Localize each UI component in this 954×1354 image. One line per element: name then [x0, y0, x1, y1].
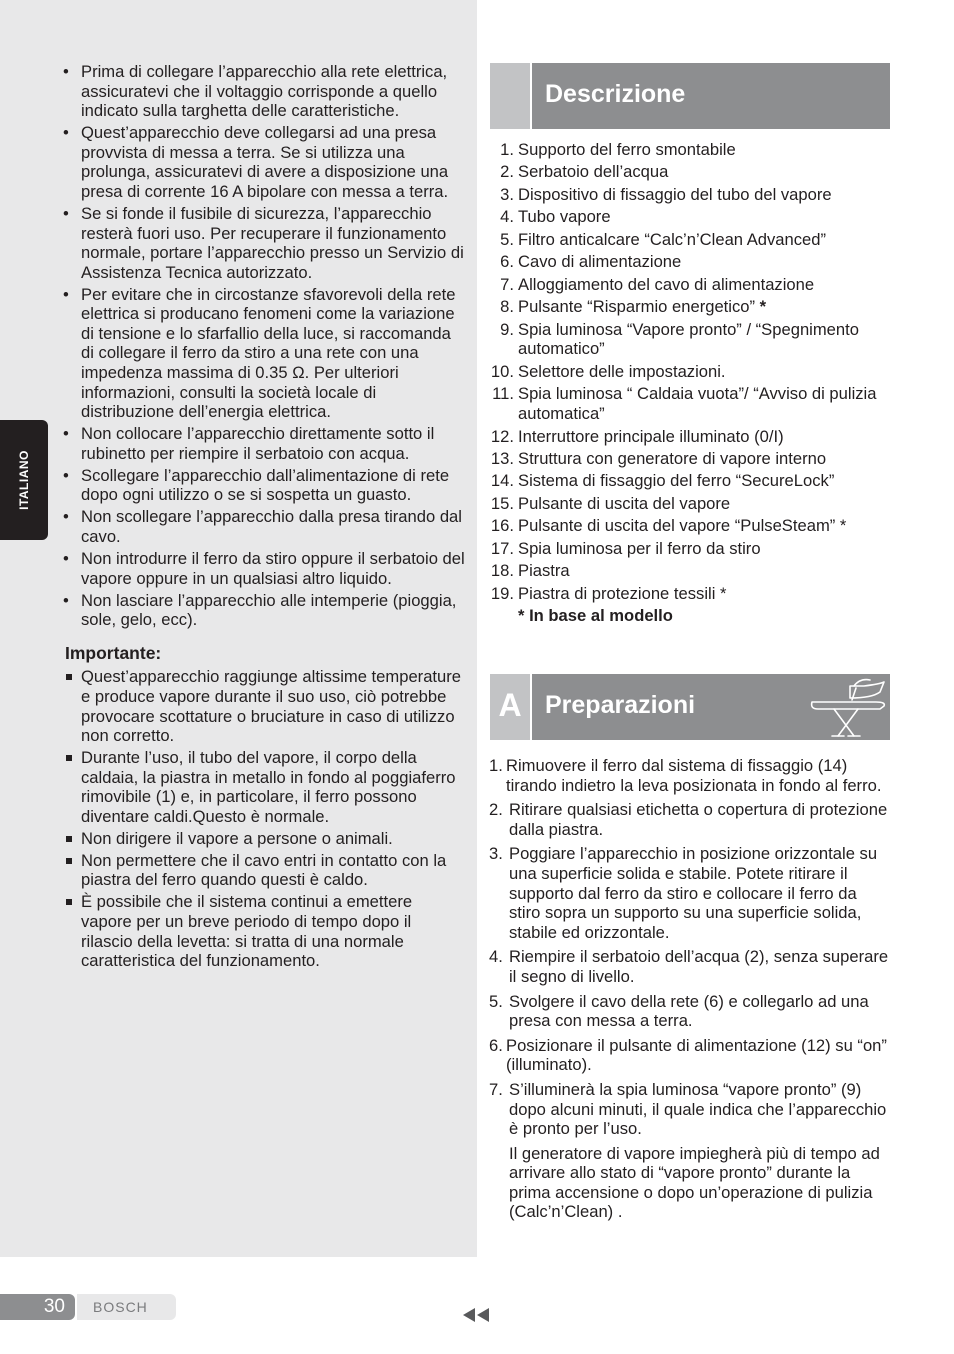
list-item: Quest’apparecchio raggiunge altissime temperature e produce vapore durante il suo uso, ciò potrebbe provocare scottature o bruciature in caso di utilizzo non corretto. — [63, 667, 465, 745]
section-marker — [490, 63, 530, 129]
preparazioni-list — [489, 756, 891, 1222]
safety-list — [63, 62, 465, 630]
language-tab — [0, 420, 48, 540]
list-item: 16. Pulsante di uscita del vapore “PulseSteam” * — [490, 516, 847, 536]
list-item: • Se si fonde il fusibile di sicurezza, l’apparecchio resterà fuori uso. Per recuperare il funzionamento normale, portare l’apparecchio presso un Servizio di Assistenza Tecnica autorizzato. — [63, 203, 464, 282]
ready-note: Il generatore di vapore impiegherà più di tempo ad arrivare allo stato di “vapore pronto” durante la prima accensione o dopo un’operazione di pulizia (Calc’n’Clean) . — [509, 1143, 880, 1222]
list-item: 10. Selettore delle impostazioni. — [490, 361, 726, 381]
section-letter: A — [498, 687, 522, 723]
list-item: 18. Piastra — [490, 561, 570, 581]
list-item: 3. Dispositivo di fissaggio del tubo del vapore — [500, 184, 832, 204]
list-item: Non permettere che il cavo entri in contatto con la piastra del ferro quando questi è caldo. — [63, 851, 465, 890]
important-heading: Importante: — [65, 642, 162, 663]
list-item: 3. Poggiare l’apparecchio in posizione orizzontale su una superficie solida e stabile. Potete ritirare il supporto dal ferro da stiro e collocare il ferro da stiro sopra un supporto su una superficie solida, stabile ed orizzontale. — [489, 844, 878, 942]
list-item: 11. Spia luminosa “ Caldaia vuota”/ “Avviso di pulizia automatica” — [492, 384, 877, 424]
list-item: 5. Filtro anticalcare “Calc’n’Clean Advanced” — [500, 229, 827, 249]
list-item: 7. Alloggiamento del cavo di alimentazione — [500, 274, 815, 294]
section-title: Preparazioni — [545, 691, 696, 719]
list-item: • Per evitare che in circostanze sfavorevoli della rete elettrica si producano fenomeni come la variazione di tensione e lo sfarfallio della luce, si raccomanda di collegare il ferro da stiro a una rete con una impedenza massima di 0.35 Ω. Per ulteriori informazioni, consulti la società locale di distribuzione dell’energia elettrica. — [63, 284, 456, 422]
list-item: 1. Supporto del ferro smontabile — [500, 140, 736, 159]
list-item: 14. Sistema di fissaggio del ferro “SecureLock” — [490, 471, 835, 491]
list-item: • Scollegare l’apparecchio dall’alimentazione di rete dopo ogni utilizzo o se si sospetta un guasto. — [63, 465, 450, 505]
list-item: 8. Pulsante “Risparmio energetico” * — [500, 297, 767, 317]
list-item: Durante l’uso, il tubo del vapore, il corpo della caldaia, la piastra in metallo in fondo al poggiaferro rimovibile (1) e, in particolare, il ferro possono diventare caldi.Questo è normale. — [63, 748, 465, 826]
list-item: • Non introdurre il ferro da stiro oppure il serbatoio del vapore oppure in un qualsiasi altro liquido. — [63, 548, 465, 588]
list-item: 2. Ritirare qualsiasi etichetta o copertura di protezione dalla piastra. — [489, 800, 888, 839]
model-note: * In base al modello — [518, 606, 673, 626]
list-item: 6. Posizionare il pulsante di alimentazione (12) su “on” (illuminato). — [489, 1035, 887, 1075]
list-item: 17. Spia luminosa per il ferro da stiro — [490, 538, 761, 558]
safety-column — [63, 62, 465, 973]
rewind-arrows-icon[interactable] — [463, 1307, 491, 1323]
list-item: 12. Interruttore principale illuminato (0/I) — [490, 426, 784, 446]
important-list — [63, 667, 465, 970]
list-item: 15. Pulsante di uscita del vapore — [490, 493, 731, 513]
list-item: • Non lasciare l’apparecchio alle intemperie (pioggia, sole, gelo, ecc). — [63, 590, 457, 630]
list-item: 5. Svolgere il cavo della rete (6) e collegarlo ad una presa con messa a terra. — [489, 991, 869, 1031]
descrizione-header — [490, 63, 890, 129]
language-label: ITALIANO — [17, 450, 31, 510]
list-item: • Prima di collegare l’apparecchio alla rete elettrica, assicuratevi che il voltaggio corrisponde a quello indicato sulla targhetta delle caratteristiche. — [63, 62, 448, 121]
list-item: 4. Riempire il serbatoio dell’acqua (2), senza superare il segno di livello. — [489, 947, 889, 986]
brand-label: BOSCH — [77, 1294, 176, 1320]
list-item: 6. Cavo di alimentazione — [500, 252, 682, 272]
list-item: • Non collocare l’apparecchio direttamente sotto il rubinetto per riempire il serbatoio con acqua. — [63, 424, 435, 463]
list-item: 7. S’illuminerà la spia luminosa “vapore pronto” (9) dopo alcuni minuti, il quale indica che l’apparecchio è pronto per l’uso. — [489, 1079, 887, 1139]
list-item: 1. Rimuovere il ferro dal sistema di fissaggio (14) tirando indietro la leva posizionata in fondo al ferro. — [489, 756, 882, 795]
list-item: • Non scollegare l’apparecchio dalla presa tirando dal cavo. — [63, 507, 462, 546]
page-number: 30 — [0, 1294, 75, 1320]
list-item: 4. Tubo vapore — [500, 207, 611, 227]
ironing-board-icon — [806, 678, 888, 738]
section-title: Descrizione — [545, 80, 686, 108]
list-item: 19. Piastra di protezione tessili * — [490, 583, 727, 603]
list-item: 2. Serbatoio dell’acqua — [500, 162, 669, 182]
list-item: 13. Struttura con generatore di vapore interno — [490, 449, 827, 468]
list-item: 9. Spia luminosa “Vapore pronto” / “Spegnimento automatico” — [500, 319, 859, 359]
list-item: Non dirigere il vapore a persone o animali. — [63, 829, 465, 849]
descrizione-list — [488, 140, 888, 626]
list-item: • Quest’apparecchio deve collegarsi ad una presa provvista di messa a terra. Se si utilizza una prolunga, assicuratevi di avere a disposizione una presa di corrente 16 A bipolare con messa a terra. — [63, 123, 449, 201]
list-item: È possibile che il sistema continui a emettere vapore per un breve periodo di tempo dopo il rilascio della levetta: si tratta di una normale caratteristica del funzionamento. — [63, 892, 465, 970]
